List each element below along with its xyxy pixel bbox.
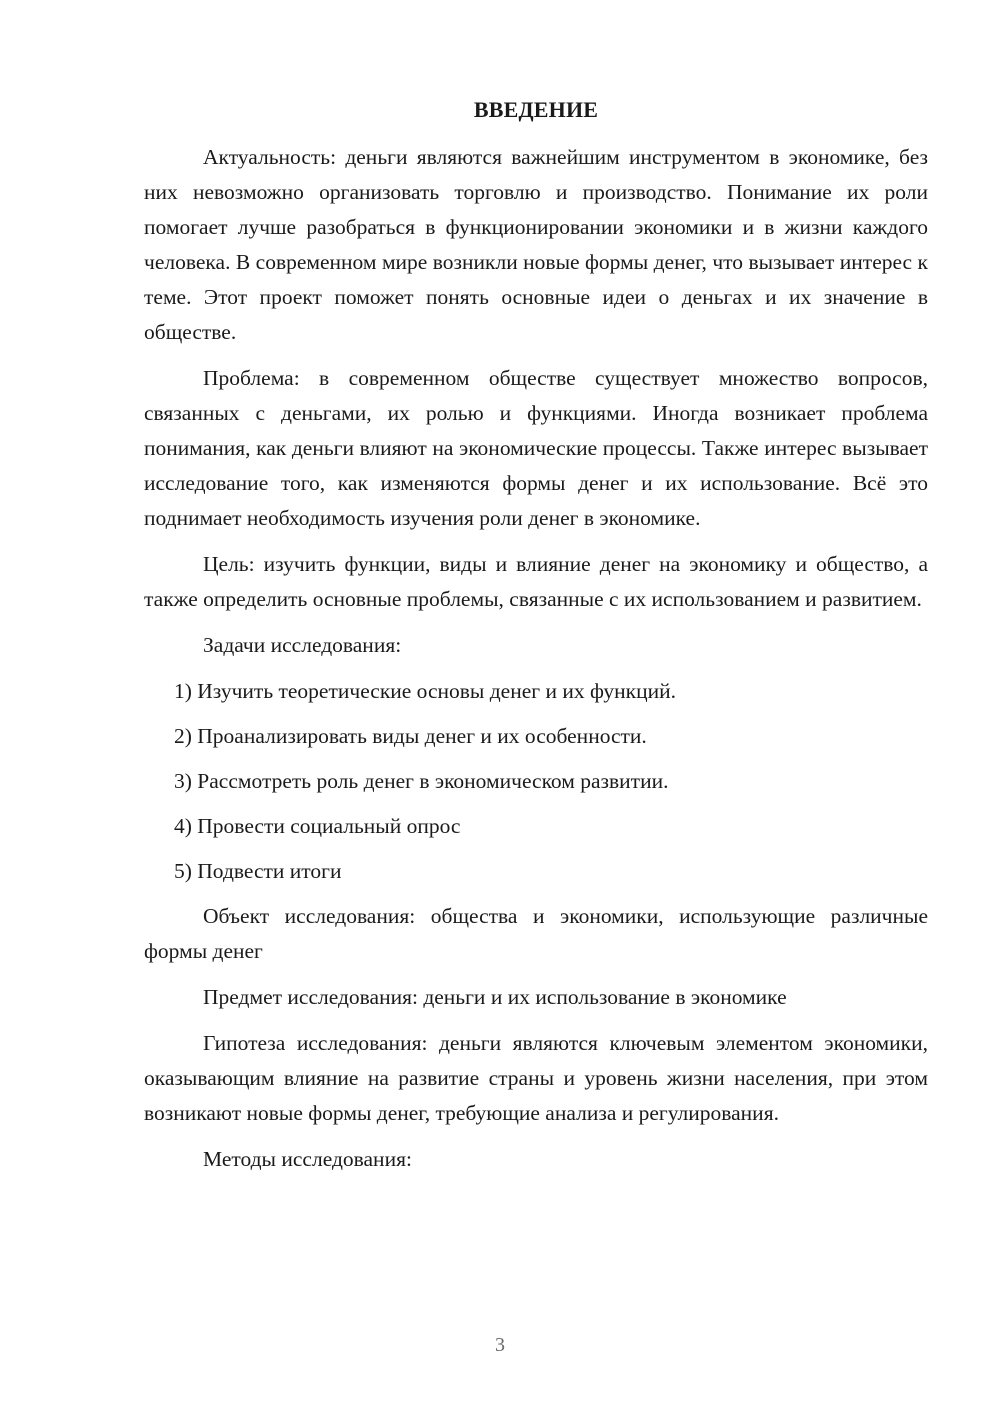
paragraph-subject: Предмет исследования: деньги и их использование в экономике [203,985,787,1009]
paragraph-object: Объект исследования: общества и экономики, использующие различные формы денег [144,904,928,963]
list-item: 4) Провести социальный опрос [174,814,461,838]
document-page [144,96,928,1316]
paragraph-tasks-heading: Задачи исследования: [203,633,402,657]
paragraph-relevance: Актуальность: деньги являются важнейшим инструментом в экономике, без них невозможно организовать торговлю и производство. Понимание их роли помогает лучше разобраться в функционировании экономики и в жизни каждого человека. В современном мире возникли новые формы денег, что вызывает интерес к теме. Этот проект поможет понять основные идеи о деньгах и их значение в обществе. [144,145,928,344]
paragraph-problem: Проблема: в современном обществе существует множество вопросов, связанных с деньгами, их ролью и функциями. Иногда возникает проблема понимания, как деньги влияют на экономические процессы. Также интерес вызывает исследование того, как изменяются формы денег и их использование. Всё это поднимает необходимость изучения роли денег в экономике. [144,366,928,530]
paragraph-methods-heading: Методы исследования: [203,1147,412,1171]
list-item: 5) Подвести итоги [174,859,342,883]
tasks-list [144,674,928,889]
list-item: 1) Изучить теоретические основы денег и их функций. [174,679,676,703]
paragraph-goal: Цель: изучить функции, виды и влияние денег на экономику и общество, а также определить основные проблемы, связанные с их использованием и развитием. [144,552,928,611]
paragraph-hypothesis: Гипотеза исследования: деньги являются ключевым элементом экономики, оказывающим влияние на развитие страны и уровень жизни населения, при этом возникают новые формы денег, требующие анализа и регулирования. [144,1031,928,1125]
list-item: 3) Рассмотреть роль денег в экономическом развитии. [174,769,669,793]
page-title: ВВЕДЕНИЕ [473,97,599,122]
page-number: 3 [495,1334,505,1356]
list-item: 2) Проанализировать виды денег и их особенности. [174,724,647,748]
